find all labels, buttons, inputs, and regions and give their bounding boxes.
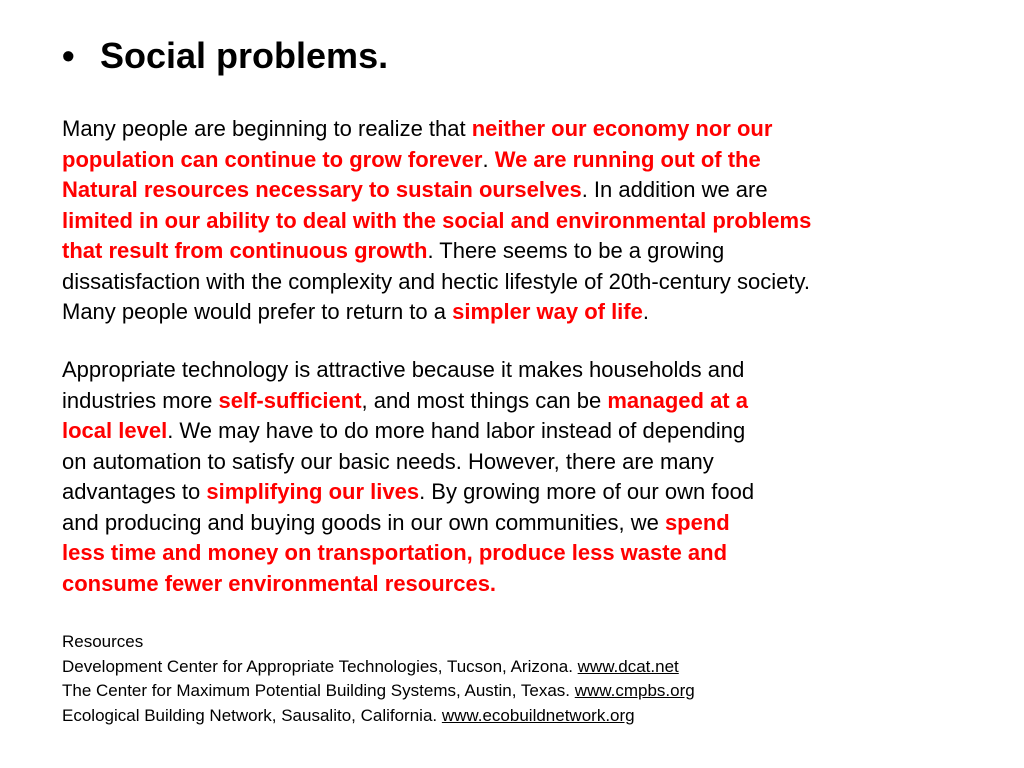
highlight-text: Natural resources necessary to sustain ourselves	[62, 177, 582, 202]
highlight-text: population can continue to grow forever	[62, 146, 483, 172]
highlight-text: limited in our ability to deal with the social and environmental problems	[62, 207, 812, 233]
paragraph-1	[62, 114, 811, 328]
bullet-icon: •	[62, 35, 75, 76]
paragraph-2-line-1	[62, 355, 754, 386]
highlight-text: self-sufficient	[218, 387, 362, 413]
text-run: .	[482, 146, 495, 172]
resource-link-ecobuildnetwork[interactable]: www.ecobuildnetwork.org	[441, 705, 635, 725]
paragraph-2-line-8	[62, 569, 754, 600]
text-run: . There seems to be a growing	[427, 238, 725, 263]
text-run: . We may have to do more hand labor instead of depending	[167, 418, 746, 443]
paragraph-2-line-2	[62, 386, 754, 417]
highlight-text: simplifying our lives	[206, 479, 420, 504]
text-run: industries more	[62, 387, 219, 413]
highlight-text: spend	[664, 509, 730, 535]
slide-title	[62, 34, 388, 78]
paragraph-1-line-3	[62, 175, 811, 206]
paragraph-1-line-1	[62, 114, 811, 145]
paragraph-1-line-4	[62, 206, 811, 237]
text-run: and producing and buying goods in our own communities, we	[62, 509, 665, 535]
paragraph-2-line-4	[62, 447, 754, 478]
highlight-text: We are running out of the	[494, 146, 761, 172]
text-run: dissatisfaction with the complexity and hectic lifestyle of 20th-century society.	[62, 268, 810, 294]
paragraph-2-line-7	[62, 538, 754, 569]
paragraph-2-line-6	[62, 508, 754, 539]
resource-link-dcat[interactable]: www.dcat.net	[577, 656, 679, 676]
resource-link-cmpbs[interactable]: www.cmpbs.org	[574, 681, 695, 700]
highlight-text: simpler way of life	[452, 299, 643, 324]
resources-section	[62, 630, 695, 728]
title-text: Social problems.	[100, 35, 389, 76]
paragraph-1-line-6	[62, 267, 811, 298]
resource-text: Ecological Building Network, Sausalito, California.	[62, 705, 442, 725]
highlight-text: less time and money on transportation, produce less waste and	[62, 540, 728, 565]
highlight-text: consume fewer environmental resources.	[62, 570, 497, 596]
highlight-text: neither our economy nor our	[471, 116, 773, 141]
text-run: Many people are beginning to realize that	[62, 116, 472, 141]
paragraph-2-line-3	[62, 416, 754, 447]
resource-item	[62, 704, 695, 729]
resource-item	[62, 655, 695, 680]
text-run: .	[642, 299, 649, 324]
highlight-text: that result from continuous growth	[62, 238, 428, 263]
text-run: . In addition we are	[581, 177, 768, 202]
resource-text: Development Center for Appropriate Technologies, Tucson, Arizona.	[62, 656, 578, 676]
resource-item	[62, 679, 695, 704]
paragraph-1-line-5	[62, 236, 811, 267]
paragraph-1-line-7	[62, 297, 811, 328]
text-run: on automation to satisfy our basic needs. However, there are many	[62, 448, 714, 474]
resources-heading: Resources	[62, 632, 144, 651]
paragraph-2-line-5	[62, 477, 754, 508]
text-run: , and most things can be	[361, 387, 608, 413]
text-run: Many people would prefer to return to a	[62, 299, 453, 324]
resource-text: The Center for Maximum Potential Building Systems, Austin, Texas.	[62, 681, 575, 700]
text-run: advantages to	[62, 479, 207, 504]
highlight-text: managed at a	[607, 387, 748, 413]
text-run: . By growing more of our own food	[419, 479, 755, 504]
paragraph-1-line-2	[62, 145, 811, 176]
highlight-text: local level	[62, 418, 168, 443]
paragraph-2	[62, 355, 754, 599]
text-run: Appropriate technology is attractive because it makes households and	[62, 357, 745, 382]
